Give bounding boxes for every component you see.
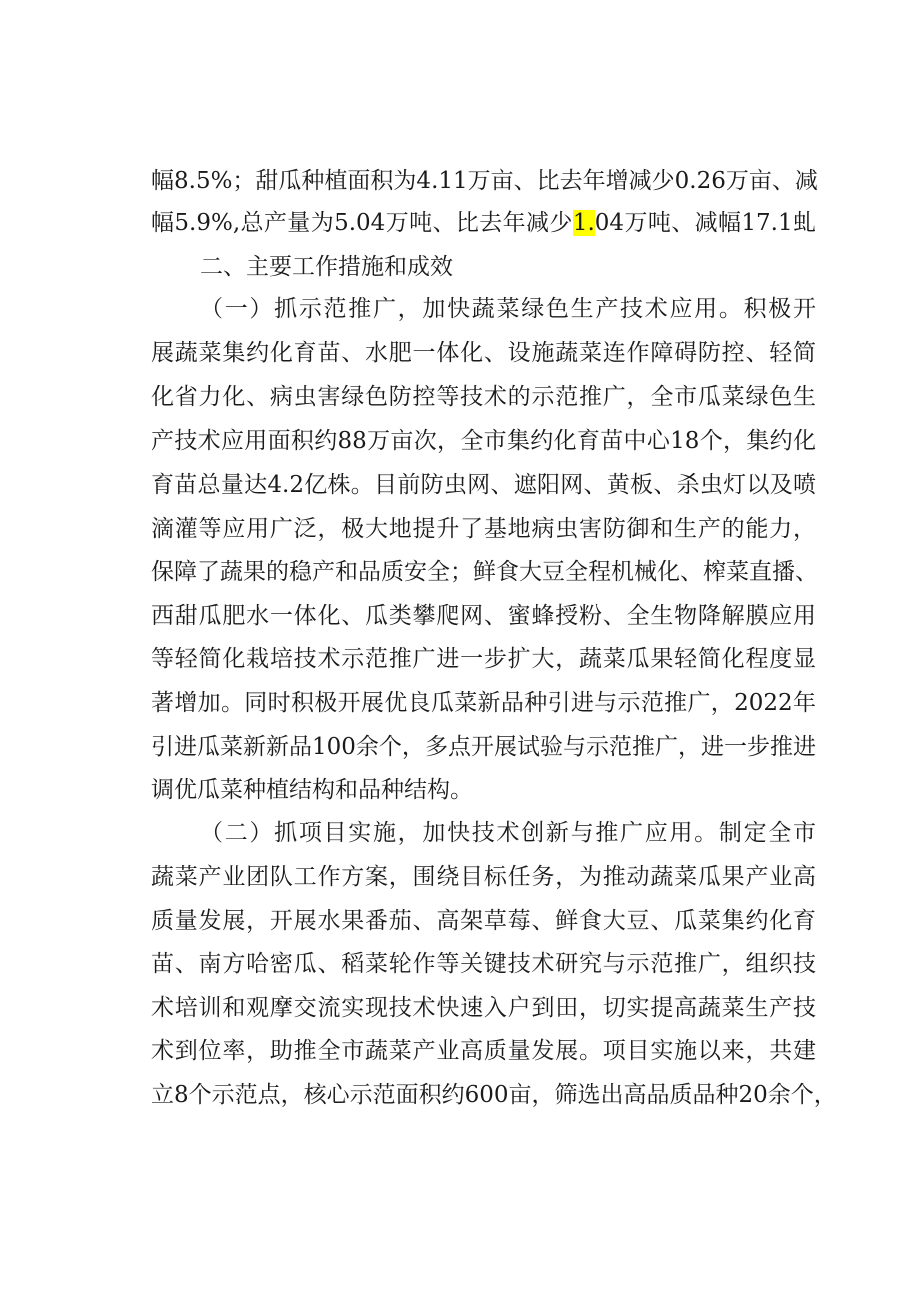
continuation-line-2 xyxy=(151,206,816,240)
line-2-text-before: 幅5.9%,总产量为5.04万吨、比去年减少 xyxy=(151,210,573,236)
para2-line: 术培训和观摩交流实现技术快速入户到田，切实提高蔬菜生产技 xyxy=(151,995,816,1021)
para1-line: 化省力化、病虫害绿色防控等技术的示范推广，全市瓜菜绿色生 xyxy=(151,384,816,410)
para1-line: （一）抓示范推广，加快蔬菜绿色生产技术应用。积极开 xyxy=(200,296,816,322)
para1-line: 保障了蔬果的稳产和品质安全；鲜食大豆全程机械化、榨菜直播、 xyxy=(151,559,818,585)
para1-line: 引进瓜菜新新品100余个，多点开展试验与示范推广，进一步推进 xyxy=(151,734,816,760)
para1-line: 调优瓜菜种植结构和品种结构。 xyxy=(151,777,473,803)
section-heading: 二、主要工作措施和成效 xyxy=(200,254,453,280)
para1-line: 育苗总量达4.2亿株。目前防虫网、遮阳网、黄板、杀虫灯以及喷 xyxy=(151,472,816,498)
para1-line: 展蔬菜集约化育苗、水肥一体化、设施蔬菜连作障碍防控、轻简 xyxy=(151,340,816,366)
para2-line: 立8个示范点，核心示范面积约600亩，筛选出高品质品种20余个， xyxy=(151,1082,837,1108)
para2-line: 质量发展，开展水果番茄、高架草莓、鲜食大豆、瓜菜集约化育 xyxy=(151,908,816,934)
para2-line: 苗、南方哈密瓜、稻菜轮作等关键技术研究与示范推广，组织技 xyxy=(151,951,816,977)
para1-line: 滴灌等应用广泛，极大地提升了基地病虫害防御和生产的能力， xyxy=(151,516,816,542)
para2-line: 术到位率，助推全市蔬菜产业高质量发展。项目实施以来，共建 xyxy=(151,1038,816,1064)
highlighted-text: 1. xyxy=(572,210,595,236)
para1-line: 著增加。同时积极开展优良瓜菜新品种引进与示范推广，2022年 xyxy=(151,690,816,716)
para2-line: （二）抓项目实施，加快技术创新与推广应用。制定全市 xyxy=(200,820,816,846)
para1-line: 等轻简化栽培技术示范推广进一步扩大，蔬菜瓜果轻简化程度显 xyxy=(151,646,816,672)
para1-line: 西甜瓜肥水一体化、瓜类攀爬网、蜜蜂授粉、全生物降解膜应用 xyxy=(151,603,816,629)
para1-line: 产技术应用面积约88万亩次，全市集约化育苗中心18个，集约化 xyxy=(151,428,816,454)
continuation-line-1: 幅8.5%；甜瓜种植面积为4.11万亩、比去年增减少0.26万亩、减 xyxy=(151,168,818,194)
para2-line: 蔬菜产业团队工作方案，围绕目标任务，为推动蔬菜瓜果产业高 xyxy=(151,864,816,890)
line-2-text-after: 04万吨、减幅17.1虬 xyxy=(594,210,816,236)
